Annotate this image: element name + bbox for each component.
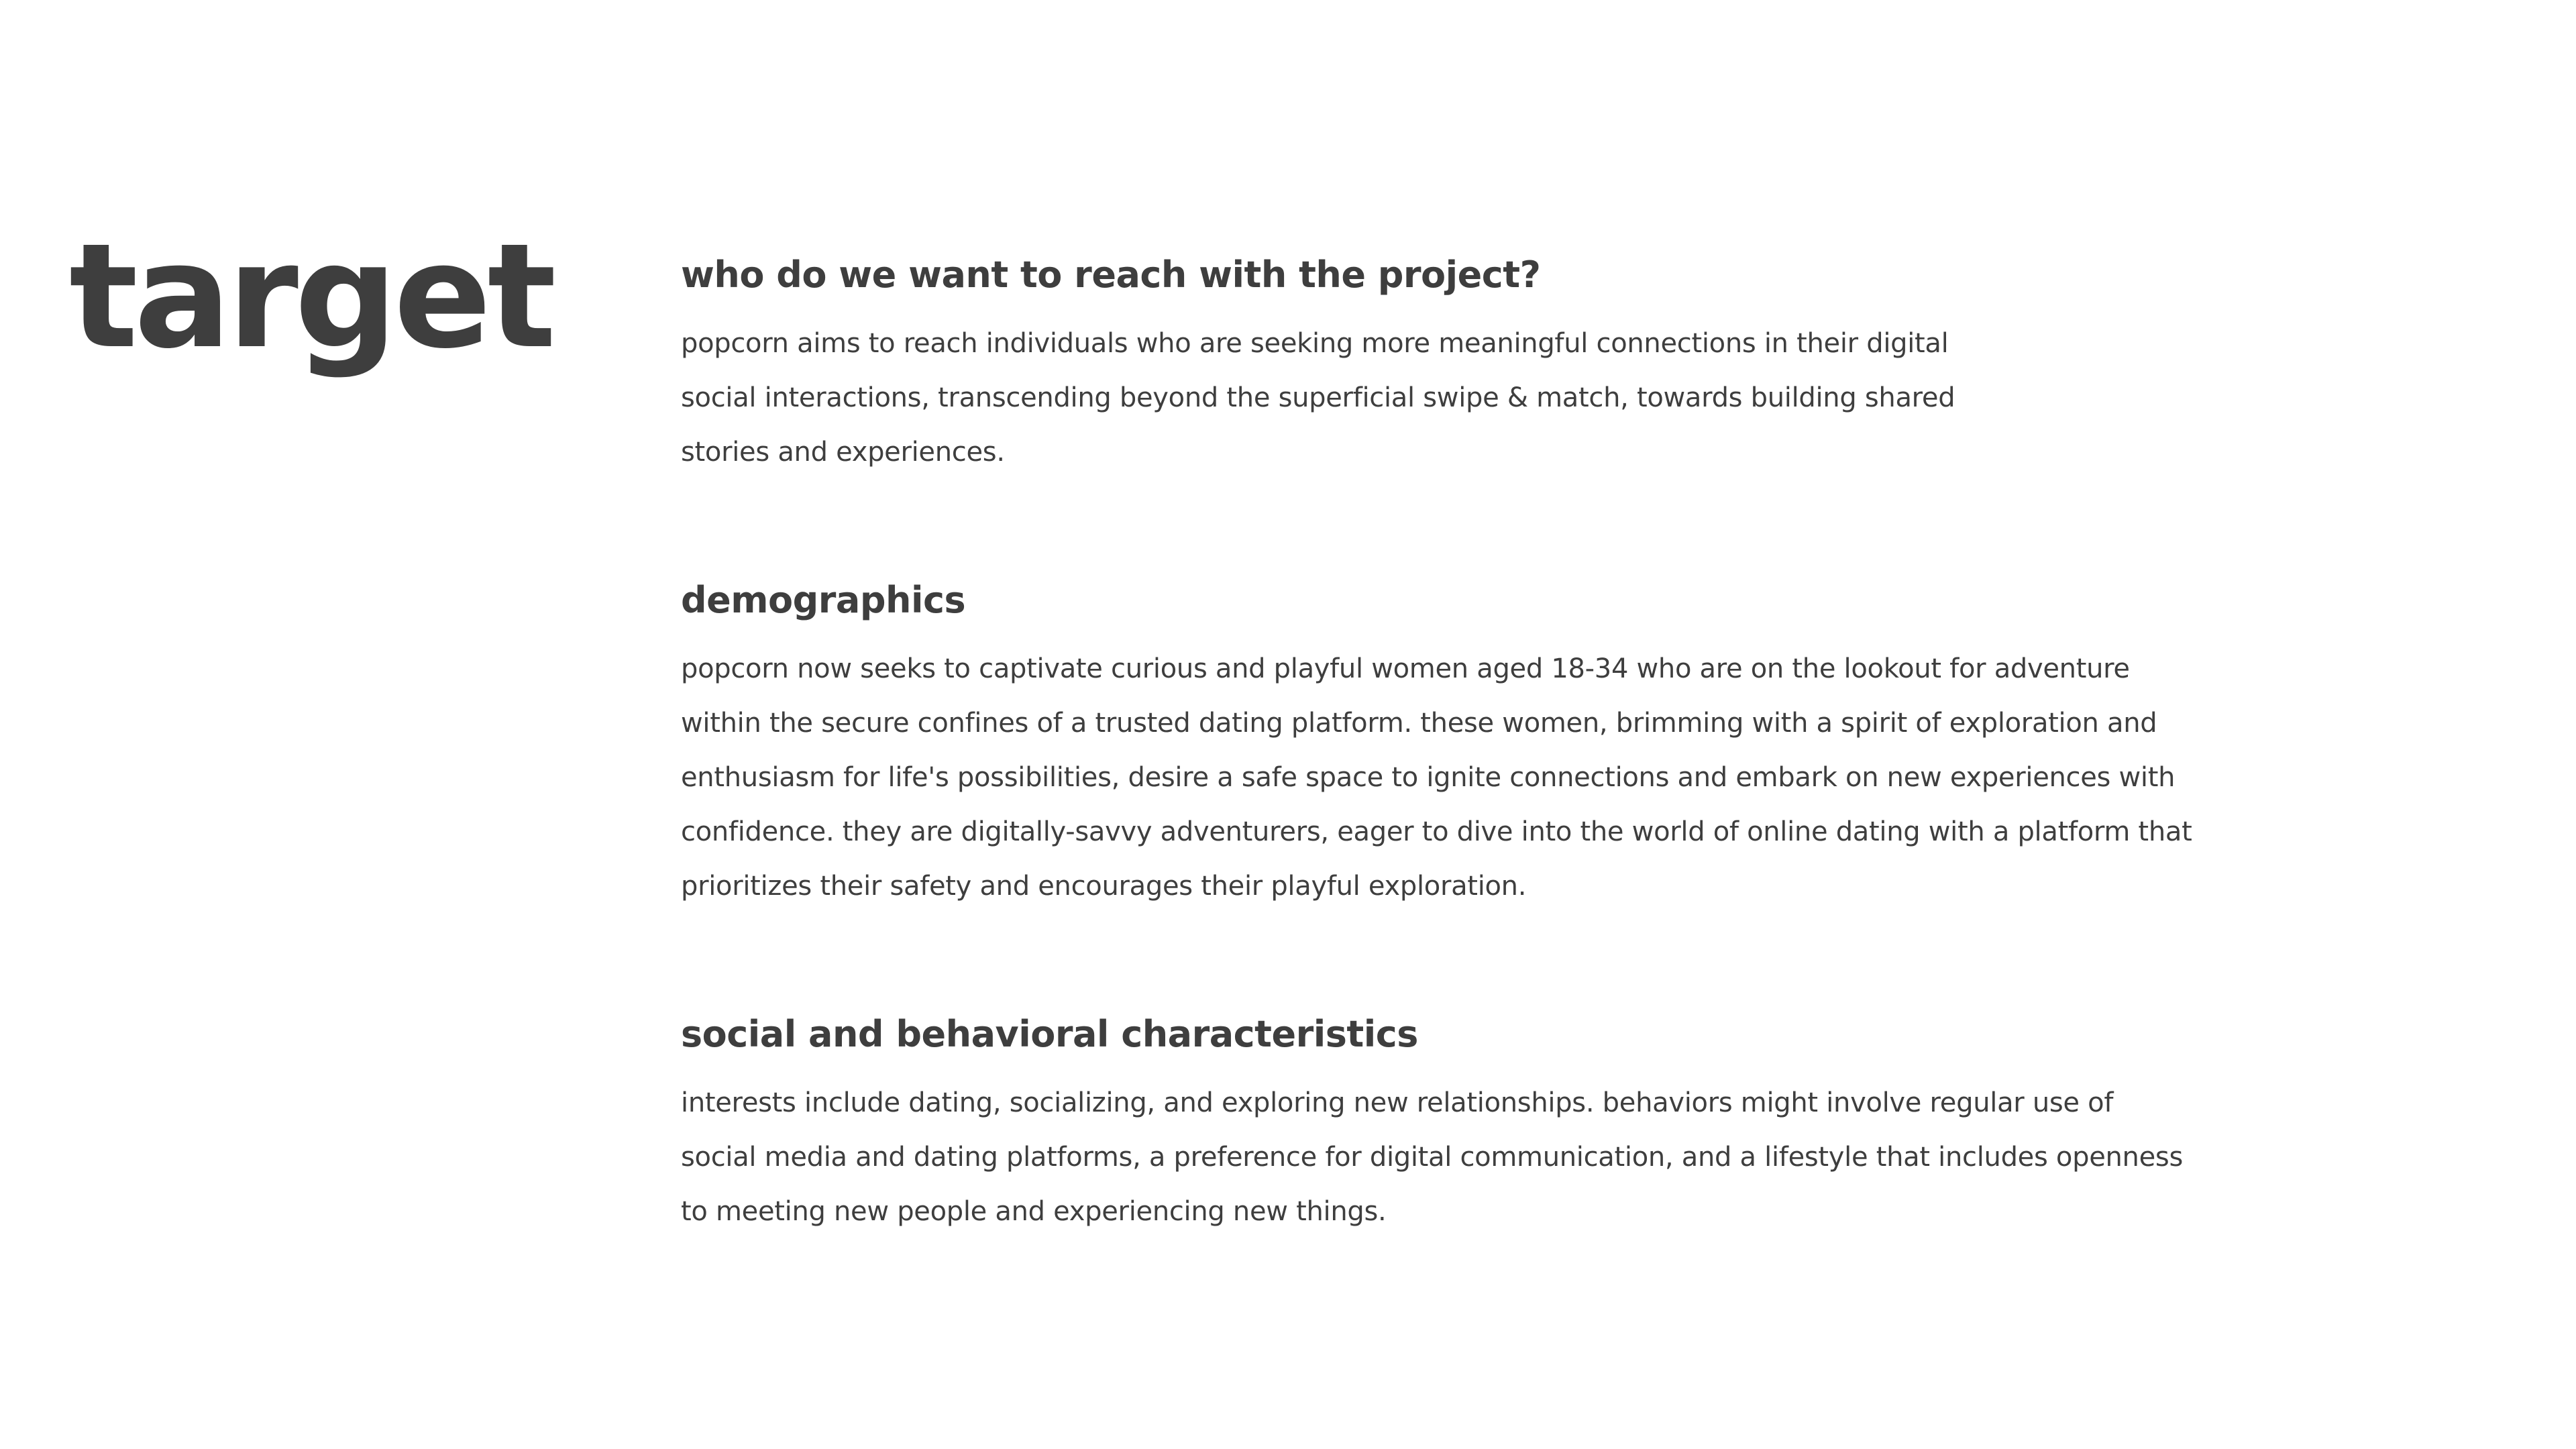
- section-heading: social and behavioral characteristics: [681, 1013, 1418, 1055]
- section-heading: demographics: [681, 579, 966, 621]
- section-demographics: [681, 574, 2217, 914]
- section-social-behavioral: [681, 1008, 2217, 1239]
- page-title: target: [69, 212, 553, 380]
- section-reach: [681, 248, 2217, 480]
- section-heading: who do we want to reach with the project?: [681, 254, 1541, 296]
- main-content: [681, 248, 2217, 1333]
- section-body: interests include dating, socializing, and exploring new relationships. behaviors might involve regular use of social media and dating platforms, a preference for digital communication, and a lifestyle that includes openness to meeting new people and experiencing new things.: [681, 1087, 2183, 1227]
- section-body: popcorn now seeks to captivate curious and playful women aged 18-34 who are on the lookout for adventure within the secure confines of a trusted dating platform. these women, brimming with a spirit of exploration and enthusiasm for life's possibilities, desire a safe space to ignite connections and embark on new experiences with confidence. they are digitally-savvy adventurers, eager to dive into the world of online dating with a platform that prioritizes their safety and encourages their playful exploration.: [681, 653, 2192, 902]
- section-body: popcorn aims to reach individuals who are seeking more meaningful connections in their digital social interactions, transcending beyond the superficial swipe & match, towards building shared stories and experiences.: [681, 328, 1955, 468]
